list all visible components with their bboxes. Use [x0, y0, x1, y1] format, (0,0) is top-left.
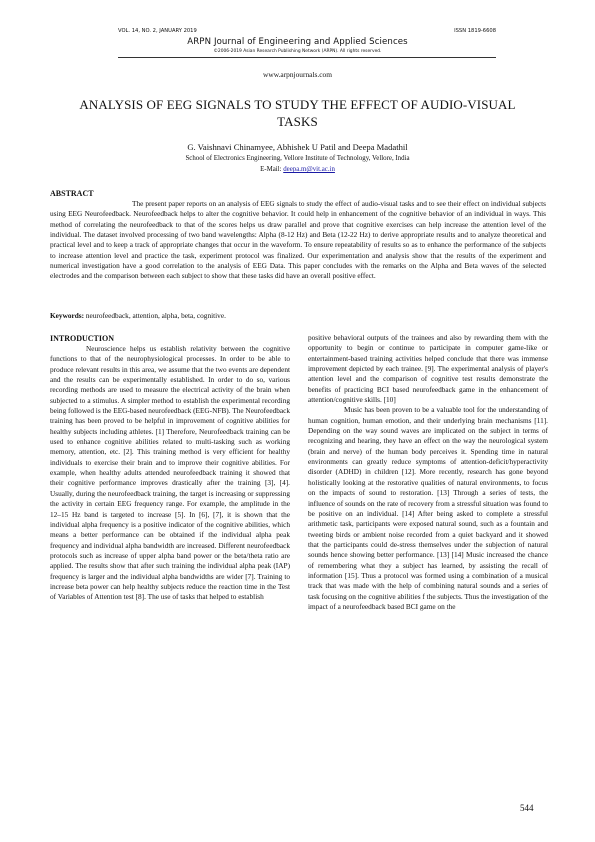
left-column: [50, 333, 290, 603]
paper-title: ANALYSIS OF EEG SIGNALS TO STUDY THE EFFECT OF AUDIO-VISUAL TASKS: [79, 97, 516, 129]
author-list: G. Vaishnavi Chinamyee, Abhishek U Patil and Deepa Madathil: [187, 142, 408, 152]
header-divider: [118, 57, 496, 58]
section-heading-introduction: INTRODUCTION: [50, 334, 115, 343]
right-column: [308, 333, 548, 612]
intro-paragraph-2: Music has been proven to be a valuable tool for the understanding of human cognition, human emotion, and their underlying brain mechanisms [11]. Depending on the way sound waves are implicated on the subject in terms of recognizing and hearing, they have an effect on the way the neurological system (brain and nerve) of the human body perceives it. Spending time in natural environments can greatly reduce symptoms of attention-deficit/hyperactivity disorder (ADHD) in children [12]. More recently, research has gone beyond holistically looking at the restorative qualities of natural environments, to focus on the impacts of sound to restoration. [13] Through a series of tests, the influence of sounds on the rate of recovery from a stressful situation was found to be positive on an individual. [14] After being asked to complete a stressful arithmetic task, participants were exposed natural sound, such as a fountain and tweeting birds or ambient noise recorded from a quiet backyard and it showed that the participants could de-stress themselves under the subjection of natural sounds hence showing better performance. [13] [14] Music increased the chance of remembering what they a subject has learned, by assisting the recall of information [15]. Thus a protocol was formed using a combination of a musical track that was made with the help of combining natural sounds and a series of task focusing on the cognitive abilities f the subjects. Thus the investigation of the impact of a neurofeedback based BCI game on the: [308, 405, 548, 611]
volume-info: VOL. 14, NO. 2, JANUARY 2019: [118, 28, 197, 34]
keywords-label: Keywords:: [50, 311, 85, 320]
email-line: [0, 166, 595, 173]
journal-url: www.arpnjournals.com: [263, 70, 332, 79]
email-link[interactable]: deepa.m@vit.ac.in: [283, 166, 335, 173]
journal-name: ARPN Journal of Engineering and Applied Sciences: [187, 37, 408, 47]
issn: ISSN 1819-6608: [454, 28, 496, 34]
keywords-text: neurofeedback, attention, alpha, beta, cognitive.: [84, 311, 226, 320]
email-label: E-Mail:: [260, 166, 284, 173]
intro-paragraph-1-continued: positive behavioral outputs of the trainees and also by rewarding them with the opportunity to begin or continue to participate in computer game-like or entertainment-based training activities helped conclude that there was immense improvement depicted by each trainee. [9]. The experimental analysis of player's attention level and the comparison of cognitive test results demonstrate the benefits of practicing BCI based neurofeedback game in the enhancement of attention/cognitive skills. [10]: [308, 333, 548, 405]
copyright-line: ©2006-2019 Asian Research Publishing Network (ARPN). All rights reserved.: [213, 49, 382, 54]
affiliation: School of Electronics Engineering, Vellore Institute of Technology, Vellore, India: [185, 155, 410, 162]
keywords-line: [50, 311, 546, 320]
intro-paragraph-1: Neuroscience helps us establish relativity between the cognitive functions to that of the neurophysiological processes. In order to be able to produce relevant results in this area, we assume that the two events are dependent and the results can be experimentally established. In order to do so, various recording methods are used to measure the electrical activity of the brain when subjected to a stimulus. A simpler method to establish the experimental recording being followed is the EEG-based neurofeedback (EEG-NFB). The Neurofeedback training has been proved to be helpful in improvement of cognitive abilities for healthy subjects including athletes. [1] Therefore, Neurofeedback training can be used to enhance cognitive abilities related to multi-tasking such as working memory, attention, etc. [2]. This training method is very efficient for healthy individuals to exercise their brain and to improve their cognitive abilities. For example, when healthy adults attended neurofeedback training it showed that their cognitive performance improves drastically after the training [3], [4]. Usually, during the neurofeedback training, the target is increasing or suppressing the activity in certain EEG frequency range. For example, the amplitude in the 12–15 Hz band is targeted to increase [5]. In [6], [7], it is shown that the individual alpha frequency is a positive indicator of the cognitive abilities, which means a better performance can be obtained if the individual alpha peak frequency and individual alpha bandwidth are increased. Different neurofeedback protocols such as increase of upper alpha band power or the beta/theta ratio are applied. The results show that after such training the individual alpha peak (IAP) frequency is larger and the individual alpha bandwidths are wider [7]. Training to increase beta power can help healthy subjects reduce the reaction time in the Test of Variables of Attention test [8]. The use of tasks that helped to establish: [50, 344, 290, 602]
abstract-heading: ABSTRACT: [50, 189, 94, 198]
abstract-text: The present paper reports on an analysis of EEG signals to study the effect of audio-visual tasks and to see their effect on individual subjects using EEG Neurofeedback. Neurofeedback helps to alter the cognitive behavior. It could help in enhancement of the cognitive behavior of an individual in ways. This method of correlating the neurofeedback to that of the scores helps us draw parallel and prove that cognitive exercises can help increase the attention level of the individual. The dataset involved processing of two band wavelengths: Alpha (8-12 Hz) and Beta (12-22 Hz) to derive appropriate results and to analyze theoretical and practical level and to keep a track of appropriate changes that occur in the waveform. To ensure repeatability of results so as to enhance the performance of the subjects to increase attention level and practice the task, experiment protocol was finalized. Our experimentation and analysis show that the results of the experiment and numerical investigation have a good correlation to the analysis of EEG Data. This paper concludes with the remarks on the Alpha and Beta waves of the selected electrodes and the comparison between each subject to show that these tasks did have an overall positive effect.: [50, 199, 546, 281]
page-number: 544: [520, 803, 534, 813]
